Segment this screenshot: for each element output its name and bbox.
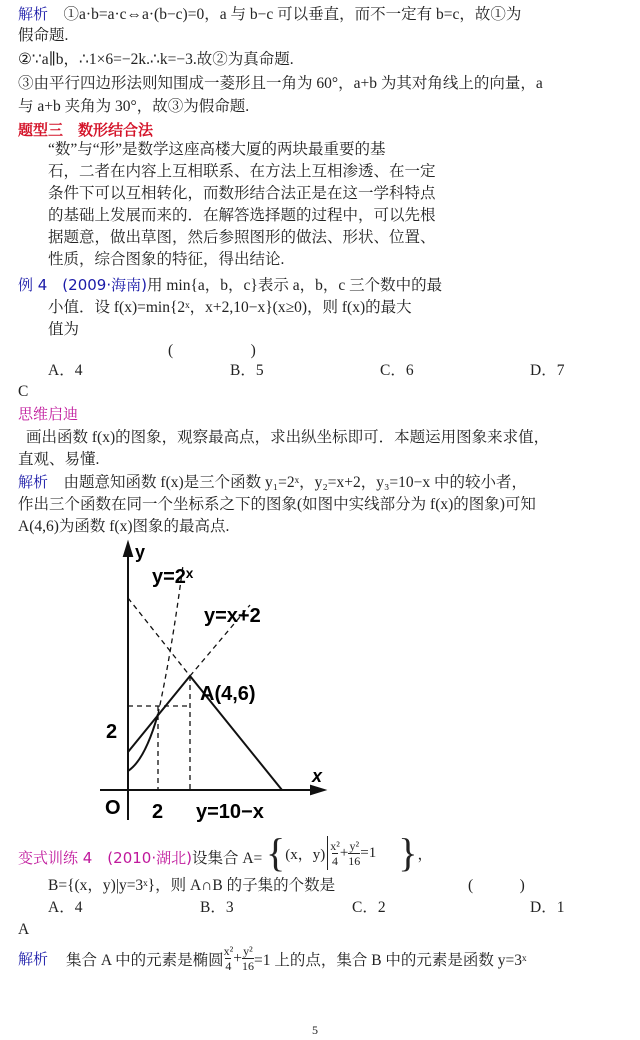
option-c: C．2 [352, 899, 386, 916]
intro-line: 性质，综合图象的特征，得出结论. [48, 251, 285, 268]
text-line: 值为 [48, 321, 80, 338]
solution-label: 解析 [18, 473, 49, 491]
text: 设集合 A= [191, 850, 263, 867]
hint-label: 思维启迪 [18, 405, 79, 423]
numerator: y² [349, 838, 360, 853]
denominator: 4 [332, 853, 338, 868]
text-line: 与 a+b 夹角为 30°，故③为假命题. [18, 98, 250, 115]
option-a: A．4 [48, 362, 83, 379]
y-tick-2: 2 [106, 721, 118, 743]
numerator: y² [243, 944, 253, 958]
text: 用 min{a，b，c}表示 a，b，c 三个数中的最 [146, 277, 443, 294]
text: (x，y) [285, 846, 326, 863]
denominator: 16 [241, 959, 254, 973]
text-line: 直观、易懂. [18, 451, 100, 468]
answer: C [18, 383, 29, 400]
text: 集合 A 中的元素是椭圆 [66, 951, 224, 969]
y-axis-arrow [124, 543, 132, 556]
text: ①a·b=a·c⇔a·(b−c)=0，a 与 b−c 可以垂直，而不一定有 b=c，故①为 [63, 6, 522, 23]
solution-label: 解析 [18, 5, 49, 23]
x-tick-2: 2 [152, 801, 164, 823]
example-label: 例 4 (2009·海南) [18, 276, 147, 294]
text-line: B={(x，y)|y=3ˣ}，则 A∩B 的子集的个数是 [48, 877, 336, 894]
solid-curve-part [128, 714, 158, 771]
page-number: 5 [312, 1023, 318, 1037]
answer: A [18, 921, 30, 938]
intro-line: 的基础上发展而来的．在解答选择题的过程中，可以先根 [48, 207, 436, 224]
denominator: 16 [348, 853, 361, 868]
text-line: ③由平行四边形法则知围成一菱形且一角为 60°，a+b 为其对角线上的向量，a [18, 75, 543, 92]
option-c: C．6 [380, 362, 414, 379]
option-d: D．7 [530, 362, 565, 379]
intro-line: 条件下可以互相转化，而数形结合法正是在这一学科特点 [48, 185, 436, 202]
text-line: 作出三个函数在同一个坐标系之下的图象(如图中实线部分为 f(x)的图象)可知 [18, 496, 536, 513]
denominator: 4 [225, 959, 232, 973]
text-line: 画出函数 f(x)的图象，观察最高点，求出纵坐标即可．本题运用图象来求值， [26, 429, 550, 446]
x-axis-arrow [311, 786, 324, 794]
text: =1 [360, 844, 377, 861]
point-a-label: A(4,6) [200, 683, 256, 705]
curve-label: y=2ˣ [152, 566, 194, 588]
option-d: D．1 [530, 899, 565, 916]
solution-label: 解析 [18, 950, 49, 968]
text-line: 小值．设 f(x)=min{2ˣ，x+2,10−x}(x≥0)，则 f(x)的最大 [48, 299, 412, 316]
intro-line: 石，二者在内容上互相联系、在方法上互相渗透、在一定 [48, 163, 436, 180]
option-b: B．5 [230, 362, 264, 379]
text-line: 假命题. [18, 27, 69, 44]
x-axis-label: x [312, 766, 323, 786]
set-a-expression: { (x，y) $\frac{\text{x²}}{4}$ + $\frac{\text{y²}}{16}$ =1 } ， [266, 830, 433, 875]
line2-label: y=10−x [196, 801, 264, 823]
text-line: A(4,6)为函数 f(x)图象的最高点. [18, 518, 230, 535]
option-a: A．4 [48, 899, 83, 916]
answer-bracket: ( ) [168, 342, 256, 359]
section-title: 题型三 数形结合法 [18, 121, 154, 139]
variant-label: 变式训练 4 (2010·湖北) [18, 849, 192, 867]
variant-line [18, 848, 262, 869]
numerator: x² [330, 838, 340, 853]
dashed-line-10-minus-x [128, 598, 190, 676]
text-line: ②∵a∥b，∴1×6=−2k.∴k=−3.故②为真命题. [18, 51, 294, 68]
text: =1 上的点，集合 B 中的元素是函数 y=3ˣ [253, 951, 527, 969]
text: 由题意知函数 f(x)是三个函数 y₁=2ˣ，y₂=x+2，y₃=10−x 中的较小者， [63, 474, 528, 491]
solution-line: 解析 集合 A 中的元素是椭圆 $\frac{\text{x²}}{4}$ + $\frac{\text{y²}}{16}$ =1 上的点，集合 B 中的元素是函数 y=3ˣ [18, 944, 527, 973]
line1-label: y=x+2 [204, 605, 261, 627]
option-b: B．3 [200, 899, 234, 916]
intro-line: “数”与“形”是数学这座高楼大厦的两块最重要的基 [48, 141, 386, 158]
numerator: x² [223, 944, 234, 958]
intro-line: 据题意，做出草图，然后参照图形的做法、形状、位置、 [48, 229, 436, 246]
origin-label: O [105, 797, 121, 819]
text: + [339, 844, 349, 861]
y-axis-label: y [135, 542, 146, 562]
answer-bracket: ( ) [468, 877, 525, 894]
